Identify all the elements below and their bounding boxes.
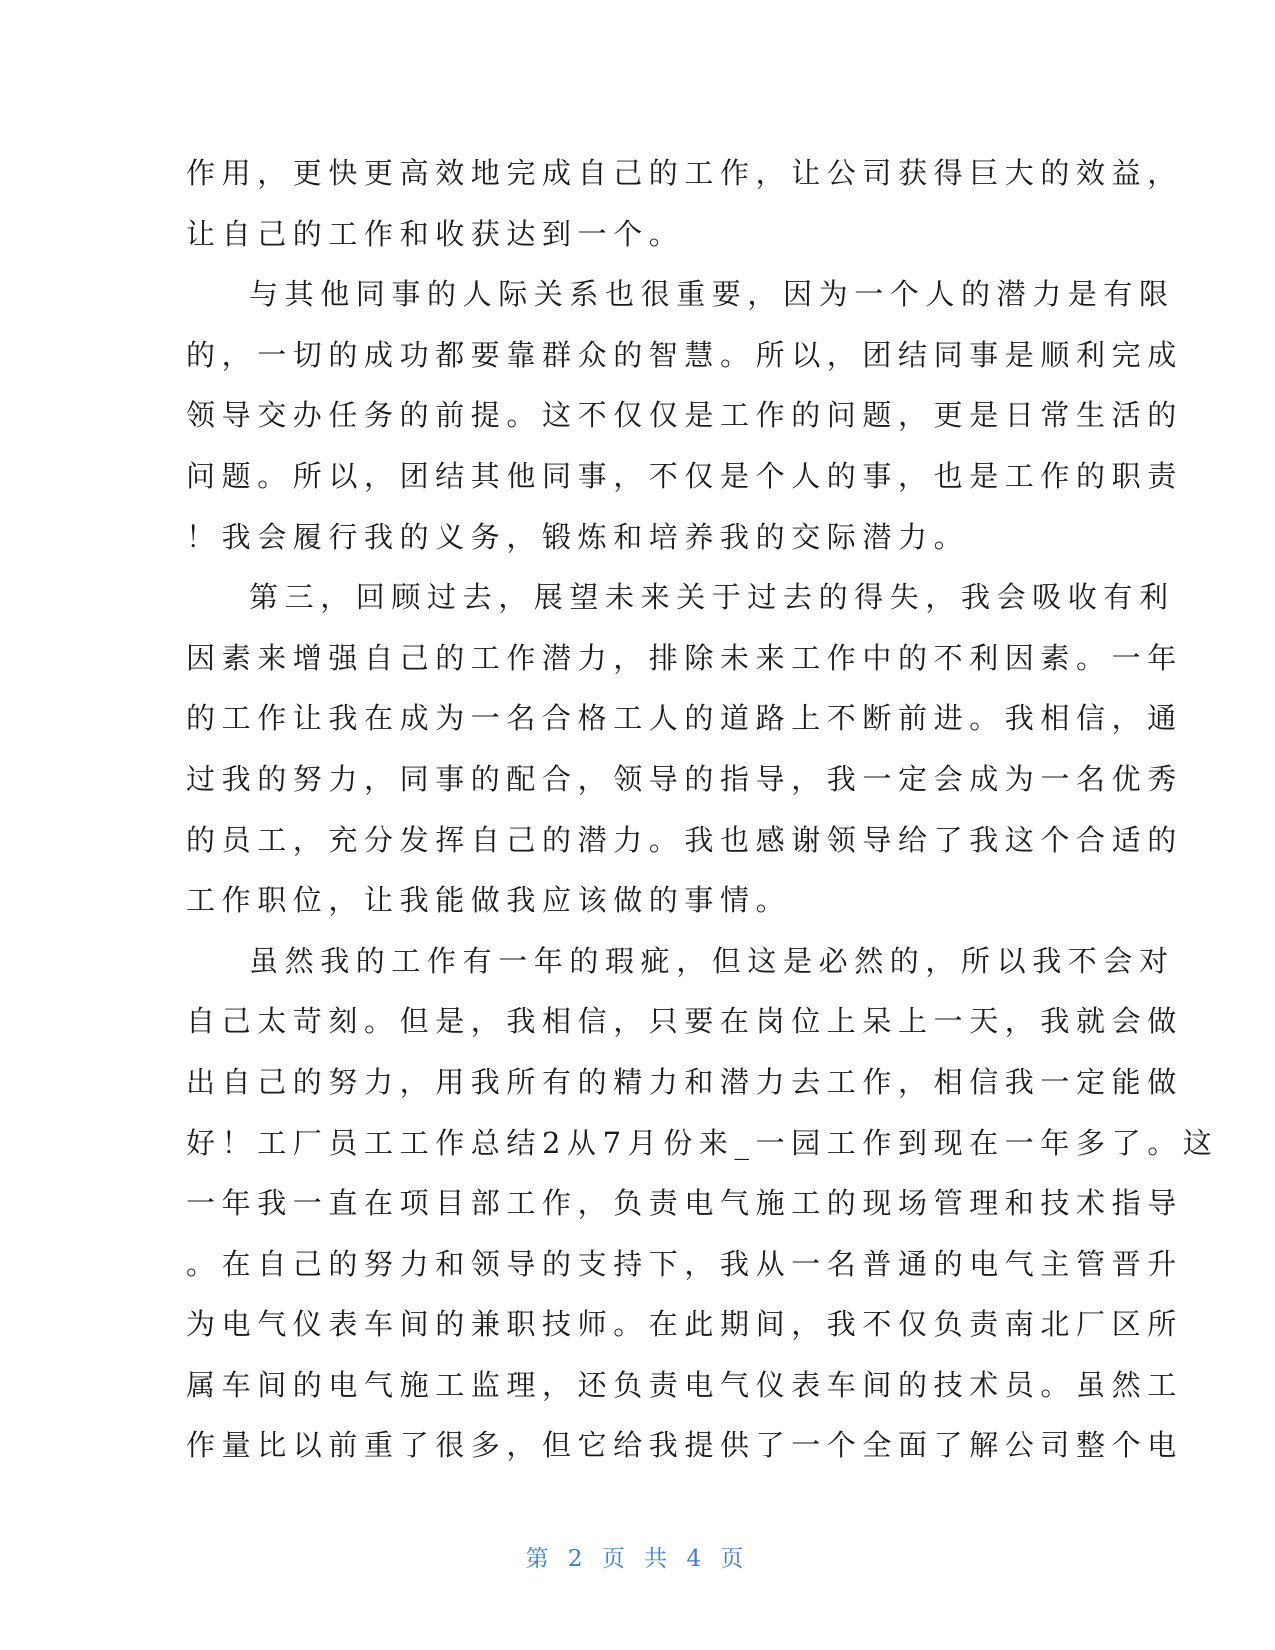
text-line: 属车间的电气施工监理，还负责电气仪表车间的技术员。虽然工 [186,1367,1183,1402]
text-line: 自己太苛刻。但是，我相信，只要在岗位上呆上一天，我就会做 [186,1004,1183,1039]
paragraph-start-line: 虽然我的工作有一年的瑕疵，但这是必然的，所以我不会对 [249,943,1175,978]
text-line: 领导交办任务的前提。这不仅仅是工作的问题，更是日常生活的 [186,398,1183,433]
text-line: 。在自己的努力和领导的支持下，我从一名普通的电气主管晋升 [186,1246,1183,1281]
text-line: 一年我一直在项目部工作，负责电气施工的现场管理和技术指导 [186,1186,1183,1221]
text-line: ！我会履行我的义务，锻炼和培养我的交际潜力。 [186,519,970,554]
text-line: 好！工厂员工工作总结2从7月份来_一园工作到现在一年多了。这 [186,1125,1219,1160]
paragraph-start-line: 与其他同事的人际关系也很重要，因为一个人的潜力是有限 [249,277,1175,312]
text-line: 作用，更快更高效地完成自己的工作，让公司获得巨大的效益， [186,156,1183,190]
paragraph-start-line: 第三，回顾过去，展望未来关于过去的得失，我会吸收有利 [249,580,1175,615]
text-line: 工作职位，让我能做我应该做的事情。 [186,883,792,918]
text-line: 过我的努力，同事的配合，领导的指导，我一定会成为一名优秀 [186,761,1183,796]
text-line: 让自己的工作和收获达到一个。 [186,216,685,251]
text-line: 的，一切的成功都要靠群众的智慧。所以，团结同事是顺利完成 [186,337,1183,372]
text-line: 的工作让我在成为一名合格工人的道路上不断前进。我相信，通 [186,701,1183,736]
text-line: 的员工，充分发挥自己的潜力。我也感谢领导给了我这个合适的 [186,822,1183,857]
text-line: 为电气仪表车间的兼职技师。在此期间，我不仅负责南北厂区所 [186,1307,1183,1342]
text-line: 因素来增强自己的工作潜力，排除未来工作中的不利因素。一年 [186,640,1183,675]
page-number-footer: 第 2 页 共 4 页 [525,1546,750,1572]
text-line: 作量比以前重了很多，但它给我提供了一个全面了解公司整个电 [186,1428,1183,1463]
body-text [186,143,1219,1476]
text-line: 问题。所以，团结其他同事，不仅是个人的事，也是工作的职责 [186,458,1183,493]
text-line: 出自己的努力，用我所有的精力和潜力去工作，相信我一定能做 [186,1064,1183,1099]
